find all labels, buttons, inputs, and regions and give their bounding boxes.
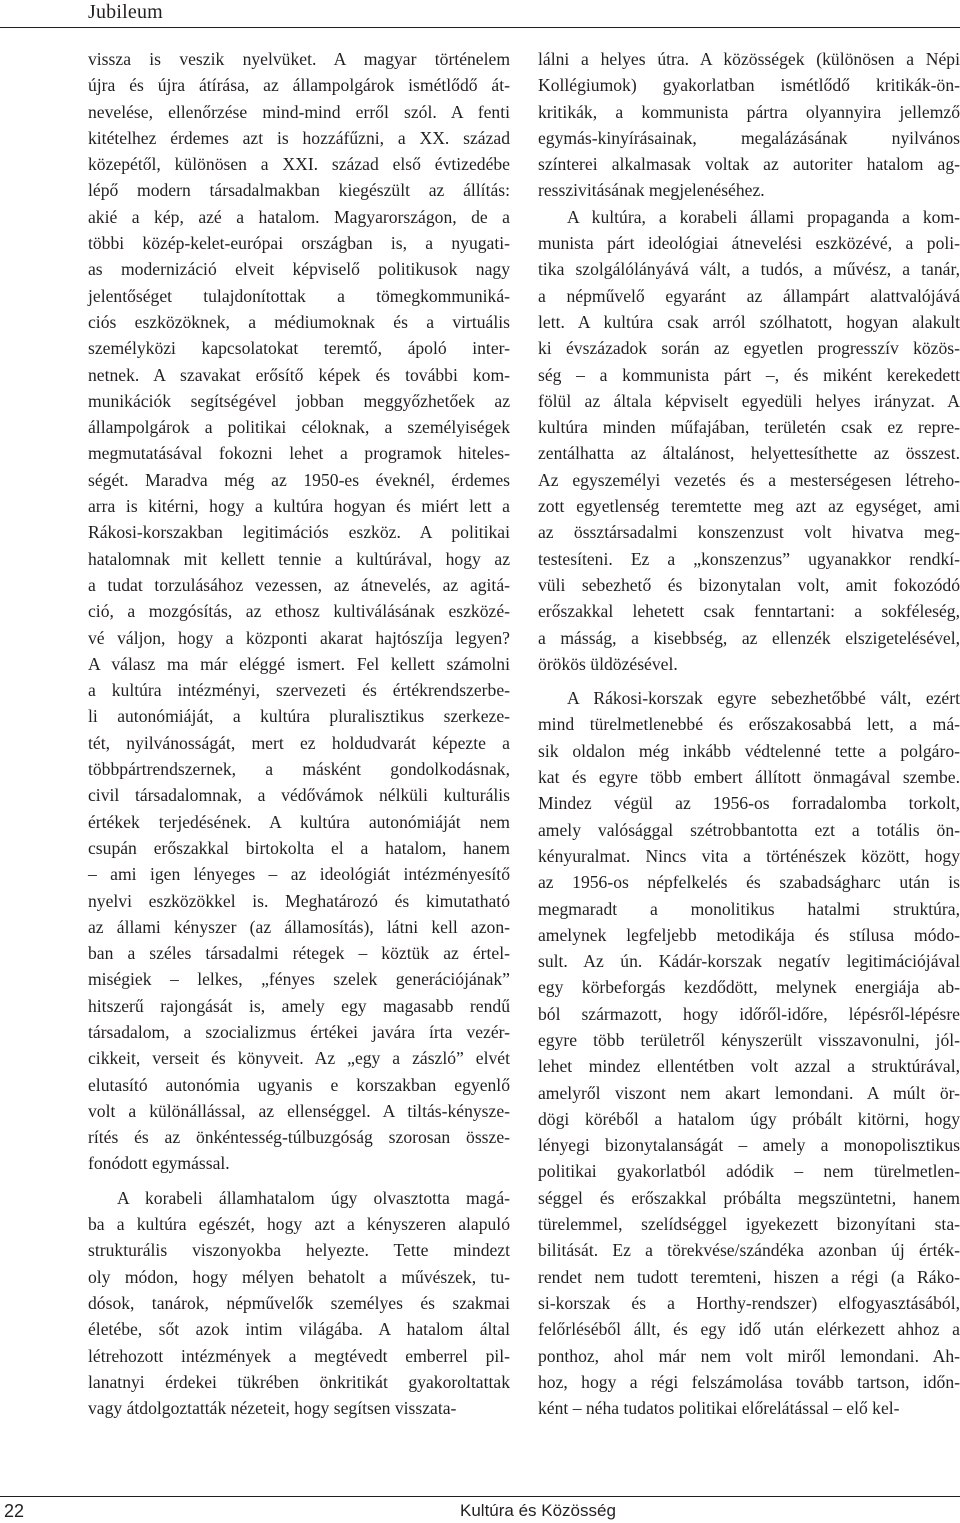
text-line: Rákosi-korszakban legitimációs eszköz. A politikai [88, 522, 510, 543]
text-line: hitszerű rajongását is, amely egy magasabb rendű [88, 995, 510, 1016]
text-column-right [538, 46, 960, 1421]
text-line: nyelvi eszközökkel is. Meghatározó és kimutatható [88, 890, 510, 911]
text-line: tika szolgálólányává vált, a tudós, a művész, a tanár, [538, 259, 960, 280]
text-line: Az egyszemélyi vezetés és a mesterségesen létreho- [538, 469, 960, 490]
text-line: jelentőséget tulajdonítottak a tömegkommuniká- [88, 285, 510, 306]
text-line: fonódott egymással. [88, 1153, 230, 1174]
text-line: vé váljon, hogy a központi akarat hajtószíja legyen? [88, 627, 510, 648]
text-line: oly módon, hogy mélyen behatolt a művészek, tu- [88, 1266, 510, 1287]
text-line: kultúra minden műfajában, területén csak ez repre- [538, 417, 960, 438]
text-line: többpártrendszernek, a másként gondolkodásnak, [88, 759, 510, 780]
text-line: kényuralmat. Nincs vita a történészek között, hogy [538, 845, 960, 866]
text-line: tét, nyilvánosságát, mert ez holdudvarát képezte a [88, 732, 510, 753]
text-line: resszivitásának megjelenéséhez. [538, 180, 765, 201]
text-line: kritikák, a kommunista pártra olyannyira jellemző [538, 101, 960, 122]
text-line: a népművelő egyaránt az állampárt alattvalójává [538, 285, 960, 306]
text-line: amelynek legfeljebb metodikája és stílusa módo- [538, 924, 960, 945]
text-line: cikkeit, verseit és könyveit. Az „egy a zászló” elvét [88, 1048, 510, 1069]
paragraph [538, 685, 960, 1421]
text-line: munikációk segítségével jobban meggyőzhetőek az [88, 390, 510, 411]
text-line: arra is kitérni, hogy a kultúra hogyan és miért lett a [88, 496, 510, 517]
text-line: társadalom, a szocializmus értékei javára írta vezér- [88, 1021, 510, 1042]
text-line: az állami kényszer (az államosítás), látni kell azon- [88, 916, 510, 937]
paragraph [88, 1185, 510, 1422]
paragraph [538, 204, 960, 677]
text-line: a kultúra intézményi, szervezeti és értékrendszerbe- [88, 680, 510, 701]
text-line: vagy átdolgoztatták nézeteit, hogy segítsen visszata- [88, 1398, 457, 1419]
text-line: többi közép-kelet-európai országban is, a nyugati- [88, 233, 510, 254]
text-line: dósok, tanárok, népművelők személyes és szakmai [88, 1292, 510, 1313]
text-line: közepétől, különösen a XXI. század első évtizedébe [88, 154, 510, 175]
text-line: sult. Az ún. Kádár-korszak negatív legitimációjával [538, 951, 960, 972]
text-line: ki évszázadok során az egyetlen progresszív közös- [538, 338, 960, 359]
text-line: a másság, a kisebbség, az ellenzék elszigetelésével, [538, 627, 960, 648]
text-line: volt a különállással, az ellenséggel. A tiltás-kénysze- [88, 1100, 510, 1121]
paragraph-gap [88, 1177, 510, 1185]
text-line: netnek. A szavakat erősítő képek és további kom- [88, 364, 510, 385]
text-line: fölül az általa képviselt egyedüli helyes irányzat. A [538, 390, 960, 411]
text-line: lényegi bizonytalanságát – amely a monopolisztikus [538, 1135, 960, 1156]
text-line: nevelése, ellenőrzése mind-mind erről szól. A fenti [88, 101, 510, 122]
text-line: civil társadalomnak, a védővámok nélküli kulturális [88, 785, 510, 806]
text-line: zott egyetlenség teremtette meg azt az egységet, ami [538, 496, 960, 517]
text-line: séggel és erőszakkal próbálta megszüntetni, hanem [538, 1187, 960, 1208]
text-line: állampolgárok a politikai céloknak, a személyiségek [88, 417, 510, 438]
text-line: si-korszak és a Horthy-rendszer) elfogyasztásából, [538, 1292, 960, 1313]
section-label: Jubileum [88, 1, 163, 23]
text-line: Mindez végül az 1956-os forradalomba torkolt, [538, 793, 960, 814]
text-line: lépő modern társadalmakban kiegészült az állítás: [88, 180, 510, 201]
text-line: türelemmel, szelídséggel igyekezett bizonyítani sta- [538, 1214, 960, 1235]
text-line: erőszakkal lehetett csak fenntartani: a sokféleség, [538, 601, 960, 622]
text-line: ponthoz, ahol már nem volt miről lemondani. Ah- [538, 1345, 960, 1366]
text-line: elutasító autonómia ugyanis e korszakban egyenlő [88, 1074, 510, 1095]
text-line: A kultúra, a korabeli állami propaganda a kom- [567, 206, 960, 227]
paragraph [88, 46, 510, 1177]
text-line: A korabeli államhatalom úgy olvasztotta magá- [117, 1187, 510, 1208]
journal-title: Kultúra és Közösség [460, 1501, 616, 1520]
text-line: egyre több területről kényszerült visszavonulni, jól- [538, 1029, 960, 1050]
text-line: vissza is veszik nyelvüket. A magyar történelem [88, 49, 510, 69]
text-line: az össztársadalmi konszenzust volt hivatva meg- [538, 522, 960, 543]
text-line: miségiek – lelkes, „fényes szelek generációjának” [88, 969, 510, 990]
text-line: ció, a mozgósítás, az ethosz kultiválásának eszközé- [88, 601, 510, 622]
text-line: hoz, hogy a régi felszámolása tovább tartson, időn- [538, 1371, 960, 1392]
paragraph-gap [538, 677, 960, 685]
text-line: személyközi kapcsolatokat teremtő, ápoló inter- [88, 338, 510, 359]
text-line: munista párt ideológiai átnevelési eszközévé, a poli- [538, 233, 960, 254]
text-line: sik oldalon még inkább védtelenné tette a polgáro- [538, 740, 960, 761]
text-line: Kollégiumok) gyakorlatban ismétlődő kritikák-ön- [538, 75, 960, 96]
text-line: amely valósággal szétrobbantotta ezt a totális ön- [538, 819, 960, 840]
text-line: – ami igen lényeges – az ideológiát intézményesítő [88, 864, 510, 885]
text-line: örökös üldözésével. [538, 653, 678, 674]
text-line: politikai gyakorlatból adódik – nem türelmetlen- [538, 1161, 960, 1182]
text-line: ból származott, hogy időről-időre, lépésről-lépésre [538, 1003, 960, 1024]
text-line: megmaradt a monolitikus hatalmi struktúra, [538, 898, 960, 919]
text-line: életébe, sőt azok intim világába. A hatalom által [88, 1319, 510, 1340]
text-line: bilitását. Ez a törekvése/szándéka azonban új érték- [538, 1240, 960, 1261]
text-line: csupán erőszakkal birtokolta el a hatalom, hanem [88, 837, 510, 858]
text-line: mind türelmetlenebbé és erőszakosabbá lett, a má- [538, 714, 960, 735]
text-line: amelyről viszont nem akart lemondani. A múlt ör- [538, 1082, 960, 1103]
text-line: ciós eszközöknek, a médiumoknak és a virtuális [88, 311, 510, 332]
text-line: értékek terjedésének. A kultúra autonómiáját nem [88, 811, 510, 832]
paragraph [538, 46, 960, 204]
text-line: rítés és az önkéntesség-túlbuzgóság szorosan össze- [88, 1127, 510, 1148]
text-line: felőrléséből állt, és egy idő után elérkezett ahhoz a [538, 1319, 960, 1340]
text-line: ba a kultúra egészét, hogy azt a kényszeren alapuló [88, 1214, 510, 1235]
page-number: 22 [4, 1501, 25, 1521]
text-line: li autonómiáját, a kultúra pluralisztikus szerkeze- [88, 706, 510, 727]
text-line: kat és egyre több embert állított önmagával szembe. [538, 767, 960, 788]
text-line: testesíteni. Ez a „konszenzus” ugyanakkor rendkí- [538, 548, 960, 569]
footer-rule [0, 1496, 960, 1497]
text-line: a tudat torzulásához vezessen, az átnevelés, az agitá- [88, 574, 510, 595]
text-line: ségét. Maradva még az 1950-es éveknél, érdemes [88, 469, 510, 490]
text-line: megmutatásával fokozni lehet a programok hiteles- [88, 443, 510, 464]
text-line: strukturális viszonyokba helyezte. Tette mindezt [88, 1240, 510, 1261]
text-line: dögi köréből a hatalom úgy próbált kitörni, hogy [538, 1108, 960, 1129]
text-line: létrehozott intézmények a megtévedt emberrel pil- [88, 1345, 510, 1366]
text-column-left [88, 46, 510, 1421]
text-line: egy körbeforgás kezdődött, melynek energiája ab- [538, 977, 960, 998]
text-line: lálni a helyes útra. A közösségek (különösen a Népi [538, 49, 960, 69]
text-line: lett. A kultúra csak arról szólhatott, hogyan alakult [538, 311, 960, 332]
text-line: vüli sebezhető és bizonytalan volt, amit fokozódó [538, 574, 960, 595]
page-header [0, 0, 960, 28]
text-line: ként – néha tudatos politikai előrelátással – elő kel- [538, 1398, 900, 1419]
text-line: ban a széles társadalmi rétegek – köztük az értel- [88, 943, 510, 964]
text-line: lanatnyi érdekei tükrében önkritikát gyakoroltattak [88, 1371, 510, 1392]
text-line: újra és újra átírása, az állampolgárok ismétlődő át- [88, 75, 510, 96]
text-line: A válasz ma már eléggé ismert. Fel kellett számolni [88, 653, 510, 674]
text-line: egymás-kinyírásainak, megalázásának nyilvános [538, 127, 960, 148]
text-line: kitételhez érdemes azt is hozzáfűzni, a XX. század [88, 127, 510, 148]
text-line: akié a kép, azé a hatalom. Magyarországon, de a [88, 206, 510, 227]
text-line: az 1956-os népfelkelés és szabadságharc után is [538, 872, 960, 893]
text-line: ség – a kommunista párt –, és miként kerekedett [538, 364, 960, 385]
text-line: A Rákosi-korszak egyre sebezhetőbbé vált, ezért [567, 688, 960, 709]
text-line: színterei alkalmasak voltak az autoriter hatalom ag- [538, 154, 960, 175]
text-line: hatalomnak mit kellett tennie a kultúrával, hogy az [88, 548, 510, 569]
text-line: rendet nem tudott teremteni, hiszen a régi (a Ráko- [538, 1266, 960, 1287]
text-line: lehet mindez ellentétben volt azzal a struktúrával, [538, 1056, 960, 1077]
text-line: as modernizáció elveit képviselő politikusok nagy [88, 259, 510, 280]
text-line: zentálhatta az általánost, helyettesíthette az összest. [538, 443, 960, 464]
